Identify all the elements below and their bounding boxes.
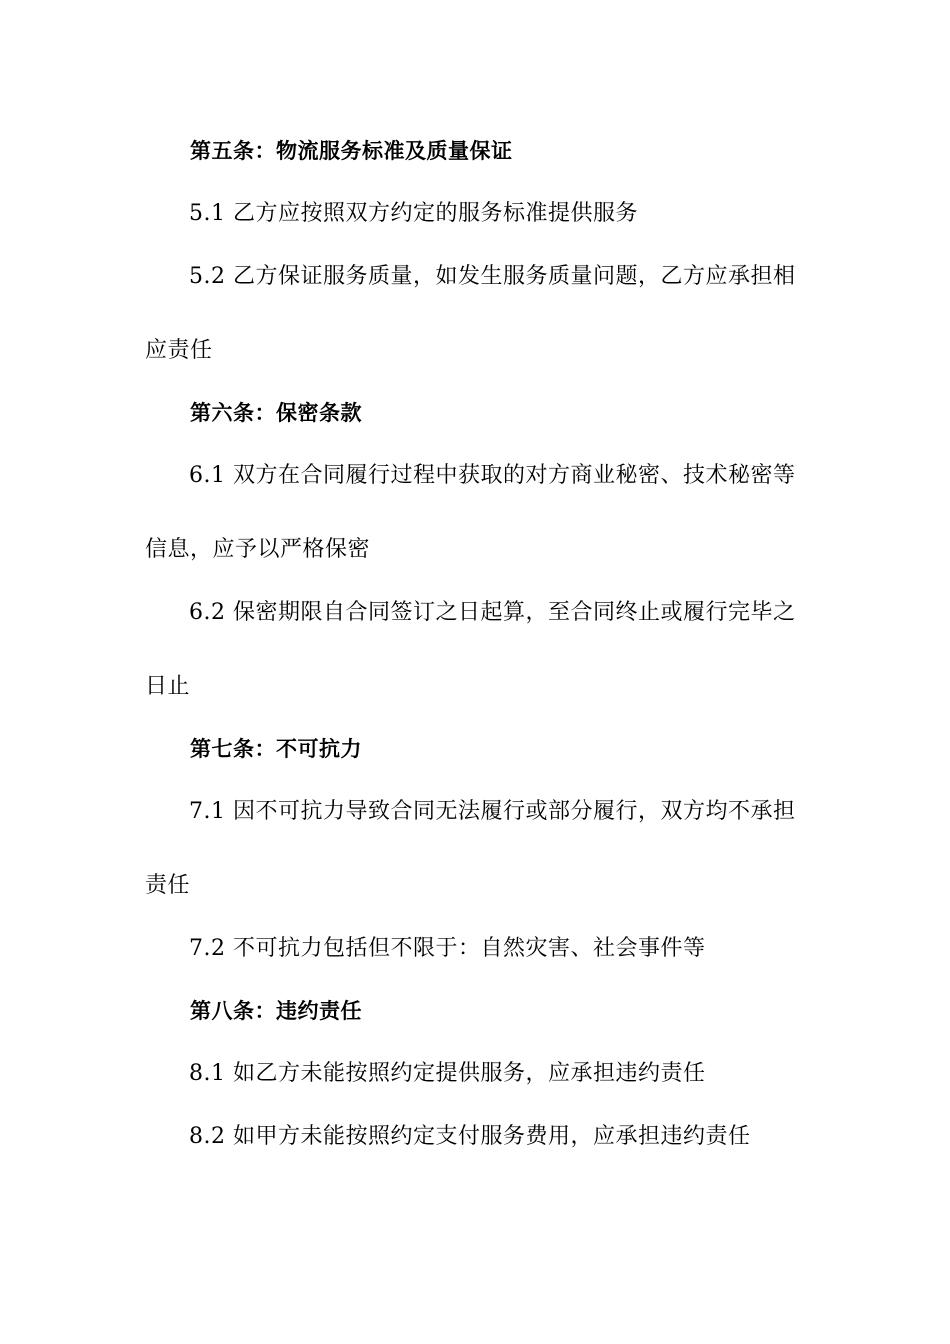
clause-7-1-continued: 责任 [145,873,191,898]
clause-5-2: 5.2 乙方保证服务质量，如发生服务质量问题，乙方应承担相 [189,264,796,289]
section-heading-7: 第七条：不可抗力 [190,737,362,761]
clause-6-1-continued: 信息，应予以严格保密 [145,537,371,562]
clause-5-1: 5.1 乙方应按照双方约定的服务标准提供服务 [189,201,638,226]
clause-5-2-continued: 应责任 [145,338,213,363]
section-heading-6: 第六条：保密条款 [190,401,362,425]
section-heading-8: 第八条：违约责任 [190,999,362,1023]
clause-6-2-continued: 日止 [145,674,191,699]
clause-6-1: 6.1 双方在合同履行过程中获取的对方商业秘密、技术秘密等 [189,463,796,488]
clause-6-2: 6.2 保密期限自合同签订之日起算，至合同终止或履行完毕之 [189,600,796,625]
clause-8-1: 8.1 如乙方未能按照约定提供服务，应承担违约责任 [189,1061,706,1086]
clause-7-1: 7.1 因不可抗力导致合同无法履行或部分履行，双方均不承担 [189,799,796,824]
clause-8-2: 8.2 如甲方未能按照约定支付服务费用，应承担违约责任 [189,1124,751,1149]
clause-7-2: 7.2 不可抗力包括但不限于：自然灾害、社会事件等 [189,936,706,961]
section-heading-5: 第五条：物流服务标准及质量保证 [190,139,513,163]
